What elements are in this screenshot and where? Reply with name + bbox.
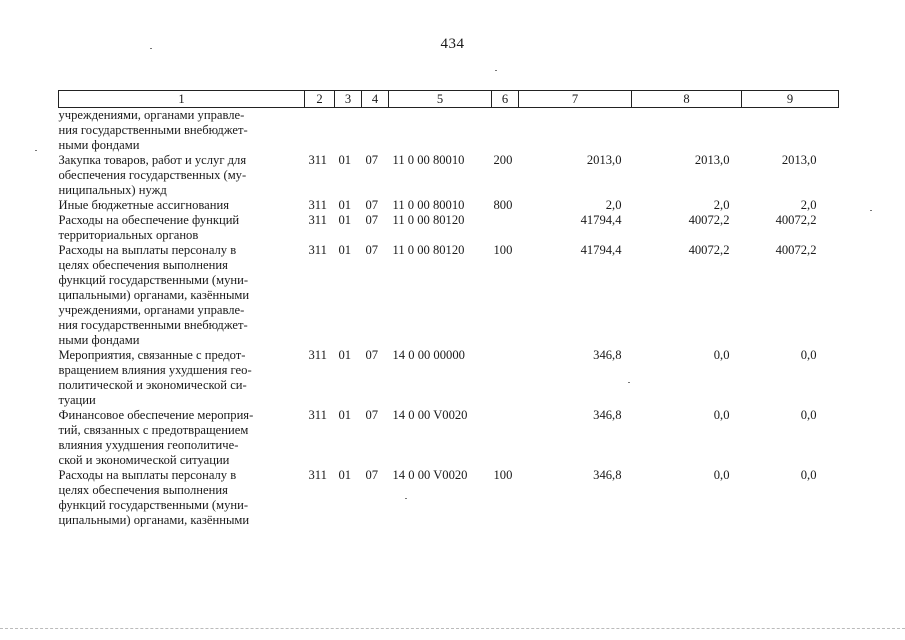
table-header [59, 91, 839, 108]
column-header-1: 1 [59, 91, 305, 108]
amount-year-2: 40072,2 [688, 243, 730, 257]
table-row [59, 198, 839, 213]
amount-year-2: 0,0 [713, 348, 730, 362]
amount-year-3: 0,0 [800, 468, 817, 482]
description-line: туации [58, 393, 96, 407]
description-line: ными фондами [58, 333, 140, 347]
column-header-9: 9 [742, 91, 839, 108]
table-row [59, 408, 839, 468]
description-line: ными фондами [58, 138, 140, 152]
expense-type-code [492, 408, 519, 468]
row-description [59, 108, 305, 154]
description-line: ния государственными внебюджет- [58, 123, 248, 137]
ministry-code: 311 [308, 243, 327, 257]
scan-speck [35, 150, 37, 151]
description-line: целях обеспечения выполнения [58, 258, 228, 272]
section-code: 01 [338, 348, 352, 362]
subsection-code: 07 [365, 153, 379, 167]
subsection-code: 07 [365, 468, 379, 482]
subsection-code [362, 108, 389, 154]
column-header-7: 7 [519, 91, 632, 108]
description-line: учреждениями, органами управле- [58, 108, 245, 122]
description-line: Мероприятия, связанные с предот- [58, 348, 246, 362]
section-code: 01 [338, 408, 352, 422]
description-line: функций государственными (муни- [58, 498, 249, 512]
section-code: 01 [338, 213, 352, 227]
amount-year-1 [519, 108, 632, 154]
expense-type-code [492, 108, 519, 154]
table-row [59, 108, 839, 154]
row-description [59, 468, 305, 528]
description-line: Расходы на выплаты персоналу в [58, 468, 237, 482]
amount-year-3 [742, 108, 839, 154]
description-line: Иные бюджетные ассигнования [58, 198, 230, 212]
budget-table [58, 90, 839, 528]
table-body [59, 108, 839, 529]
description-line: учреждениями, органами управле- [58, 303, 245, 317]
column-header-5: 5 [389, 91, 492, 108]
subsection-code: 07 [365, 348, 379, 362]
ministry-code: 311 [308, 153, 327, 167]
amount-year-2: 2013,0 [694, 153, 730, 167]
amount-year-1: 346,8 [593, 468, 622, 482]
description-line: политической и экономической си- [58, 378, 247, 392]
amount-year-3: 2,0 [800, 198, 817, 212]
expense-type-code [492, 213, 519, 243]
description-line: тий, связанных с предотвращением [58, 423, 249, 437]
amount-year-2 [632, 108, 742, 154]
subsection-code: 07 [365, 243, 379, 257]
ministry-code: 311 [308, 213, 327, 227]
amount-year-2: 0,0 [713, 468, 730, 482]
expense-type-code: 200 [493, 153, 513, 167]
section-code: 01 [338, 198, 352, 212]
ministry-code: 311 [308, 468, 327, 482]
target-article-code: 11 0 00 80120 [392, 213, 465, 227]
target-article-code: 11 0 00 80120 [392, 243, 465, 257]
column-number-row [59, 91, 839, 108]
table-row [59, 243, 839, 348]
row-description [59, 153, 305, 198]
table-row [59, 153, 839, 198]
target-article-code: 14 0 00 00000 [392, 348, 465, 362]
description-line: Финансовое обеспечение мероприя- [58, 408, 254, 422]
row-description [59, 348, 305, 408]
section-code: 01 [338, 153, 352, 167]
amount-year-1: 346,8 [593, 408, 622, 422]
description-line: ниципальных) нужд [58, 183, 167, 197]
target-article-code: 11 0 00 80010 [392, 153, 465, 167]
ministry-code: 311 [308, 198, 327, 212]
expense-type-code [492, 348, 519, 408]
table-row [59, 213, 839, 243]
description-line: влияния ухудшения геополитиче- [58, 438, 239, 452]
ministry-code: 311 [308, 408, 327, 422]
amount-year-2: 2,0 [713, 198, 730, 212]
target-article-code: 14 0 00 V0020 [392, 468, 468, 482]
column-header-8: 8 [632, 91, 742, 108]
row-description [59, 408, 305, 468]
amount-year-2: 0,0 [713, 408, 730, 422]
column-header-2: 2 [305, 91, 335, 108]
description-line: ципальными) органами, казёнными [58, 513, 250, 527]
amount-year-3: 0,0 [800, 348, 817, 362]
description-line: ской и экономической ситуации [58, 453, 230, 467]
amount-year-3: 40072,2 [775, 243, 817, 257]
amount-year-3: 2013,0 [781, 153, 817, 167]
subsection-code: 07 [365, 213, 379, 227]
section-code: 01 [338, 243, 352, 257]
description-line: ципальными) органами, казёнными [58, 288, 250, 302]
column-header-4: 4 [362, 91, 389, 108]
description-line: Расходы на выплаты персоналу в [58, 243, 237, 257]
subsection-code: 07 [365, 198, 379, 212]
column-header-6: 6 [492, 91, 519, 108]
description-line: целях обеспечения выполнения [58, 483, 228, 497]
scan-speck [495, 70, 497, 71]
subsection-code: 07 [365, 408, 379, 422]
amount-year-1: 2013,0 [586, 153, 622, 167]
scan-speck [150, 48, 152, 49]
row-description [59, 213, 305, 243]
expense-type-code: 100 [493, 468, 513, 482]
ministry-code [305, 108, 335, 154]
amount-year-3: 0,0 [800, 408, 817, 422]
amount-year-1: 2,0 [605, 198, 622, 212]
row-description [59, 198, 305, 213]
description-line: вращением влияния ухудшения гео- [58, 363, 252, 377]
scan-edge [0, 628, 905, 630]
amount-year-1: 41794,4 [580, 243, 622, 257]
amount-year-3: 40072,2 [775, 213, 817, 227]
ministry-code: 311 [308, 348, 327, 362]
amount-year-2: 40072,2 [688, 213, 730, 227]
amount-year-1: 346,8 [593, 348, 622, 362]
section-code [335, 108, 362, 154]
scan-speck [405, 498, 407, 499]
page-number: 434 [440, 36, 465, 52]
description-line: территориальных органов [58, 228, 199, 242]
description-line: ния государственными внебюджет- [58, 318, 248, 332]
description-line: Расходы на обеспечение функций [58, 213, 240, 227]
expense-type-code: 800 [493, 198, 513, 212]
column-header-3: 3 [335, 91, 362, 108]
description-line: функций государственными (муни- [58, 273, 249, 287]
target-article-code: 11 0 00 80010 [392, 198, 465, 212]
description-line: обеспечения государственных (му- [58, 168, 247, 182]
scan-speck [870, 210, 872, 211]
scan-speck [628, 382, 630, 383]
target-article-code [389, 108, 492, 154]
amount-year-1: 41794,4 [580, 213, 622, 227]
section-code: 01 [338, 468, 352, 482]
table-row [59, 348, 839, 408]
table-row [59, 468, 839, 528]
expense-type-code: 100 [493, 243, 513, 257]
target-article-code: 14 0 00 V0020 [392, 408, 468, 422]
row-description [59, 243, 305, 348]
description-line: Закупка товаров, работ и услуг для [58, 153, 247, 167]
